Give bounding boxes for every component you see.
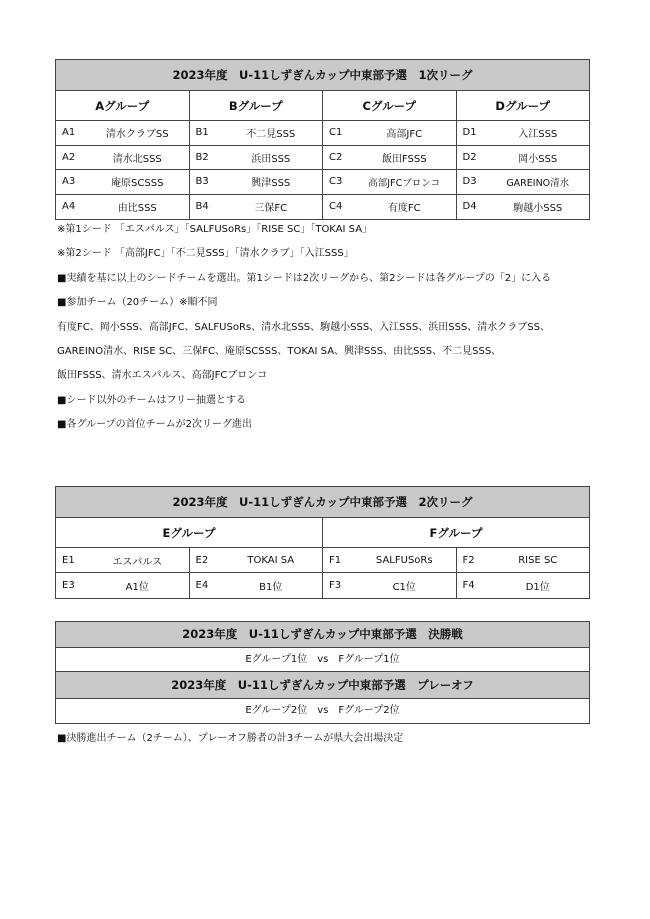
team-name: 由比SSS bbox=[117, 203, 157, 215]
team-code: C3 bbox=[329, 176, 343, 188]
team-name: 岡小SSS bbox=[518, 153, 558, 165]
group-e-header: Eグループ bbox=[56, 518, 323, 547]
team-code: E2 bbox=[195, 554, 209, 566]
playoff-match: Eグループ2位 vs Fグループ2位 bbox=[245, 705, 400, 716]
team-code: D4 bbox=[462, 201, 477, 213]
team-code: F1 bbox=[329, 554, 342, 566]
second-league-table bbox=[55, 486, 590, 599]
team-code: D3 bbox=[462, 176, 477, 188]
team-code: A2 bbox=[62, 151, 76, 163]
group-b-header: Bグループ bbox=[190, 91, 324, 120]
team-code: B2 bbox=[195, 151, 209, 163]
team-cell bbox=[56, 170, 190, 194]
team-code: C1 bbox=[329, 127, 343, 139]
team-cell bbox=[323, 195, 457, 220]
team-code: F2 bbox=[462, 554, 475, 566]
team-cell bbox=[190, 573, 324, 598]
final-title: 2023年度 U-11しずぎんカップ中東部予選 決勝戦 bbox=[56, 622, 589, 648]
final-playoff-table bbox=[55, 621, 590, 724]
team-code: B3 bbox=[195, 176, 209, 188]
team-cell bbox=[190, 170, 324, 194]
group-header-row bbox=[56, 518, 589, 548]
group-f-header: Fグループ bbox=[429, 525, 483, 540]
playoff-title: 2023年度 U-11しずぎんカップ中東部予選 プレーオフ bbox=[56, 672, 589, 699]
team-code: B1 bbox=[195, 127, 209, 139]
team-name: 興津SSS bbox=[251, 178, 291, 190]
second-league-title: 2023年度 U-11しずぎんカップ中東部予選 2次リーグ bbox=[56, 487, 589, 518]
group-header-row bbox=[56, 91, 589, 121]
team-code: E1 bbox=[62, 554, 75, 566]
draw-note: ■シード以外のチームはフリー抽選とする bbox=[57, 394, 247, 406]
team-cell bbox=[457, 573, 590, 598]
team-cell bbox=[323, 146, 457, 170]
team-name: SALFUSoRs bbox=[375, 554, 433, 566]
team-cell bbox=[190, 195, 324, 220]
team-cell bbox=[323, 573, 457, 598]
team-cell bbox=[457, 170, 590, 194]
team-name: 高部JFCブロンコ bbox=[368, 177, 441, 189]
team-cell bbox=[190, 121, 324, 145]
team-cell bbox=[56, 121, 190, 145]
table-row bbox=[56, 195, 589, 220]
table-row bbox=[56, 121, 589, 146]
team-cell bbox=[56, 146, 190, 170]
team-name: 不二見SSS bbox=[246, 129, 296, 141]
group-c-header: Cグループ bbox=[323, 91, 457, 120]
team-cell bbox=[457, 121, 590, 145]
group-a-header: Aグループ bbox=[56, 91, 190, 120]
team-name: 有度FC bbox=[387, 203, 421, 215]
team-code: A1 bbox=[62, 127, 76, 139]
advance-note: ■各グループの首位チームが2次リーグ進出 bbox=[57, 419, 253, 431]
team-name: 清水クラブSS bbox=[105, 129, 169, 141]
team-cell bbox=[457, 195, 590, 220]
team-name: D1位 bbox=[525, 582, 550, 593]
first-league-title: 2023年度 U-11しずぎんカップ中東部予選 1次リーグ bbox=[56, 60, 589, 91]
participants-line: 有度FC、岡小SSS、高部JFC、SALFUSoRs、清水北SSS、駒越小SSS、入江SSS、浜田SSS、清水クラブSS、 bbox=[57, 321, 550, 333]
team-code: E3 bbox=[62, 580, 75, 591]
qualification-note: ■決勝進出チーム（2チーム）、プレーオフ勝者の計3チームが県大会出場決定 bbox=[57, 733, 404, 744]
team-code: C2 bbox=[329, 151, 343, 163]
team-cell bbox=[190, 548, 324, 572]
team-cell bbox=[323, 121, 457, 145]
team-cell bbox=[56, 195, 190, 220]
team-name: 浜田SSS bbox=[251, 153, 291, 165]
table-row bbox=[56, 573, 589, 598]
team-cell bbox=[56, 548, 190, 572]
team-name: A1位 bbox=[125, 582, 149, 593]
first-seed-note: ※第1シード 「エスパルス」「SALFUSoRs」「RISE SC」「TOKAI SA」 bbox=[57, 224, 373, 235]
participants-line: 飯田FSSS、清水エスパルス、高部JFCブロンコ bbox=[57, 370, 268, 382]
team-cell bbox=[457, 548, 590, 572]
team-name: C1位 bbox=[392, 582, 416, 593]
team-name: RISE SC bbox=[518, 554, 558, 566]
team-cell bbox=[190, 146, 324, 170]
team-name: 高部JFC bbox=[386, 129, 423, 141]
table-row bbox=[56, 170, 589, 195]
team-name: TOKAI SA bbox=[247, 554, 295, 566]
team-code: B4 bbox=[195, 201, 209, 213]
team-name: B1位 bbox=[259, 582, 283, 593]
team-code: D1 bbox=[462, 127, 477, 139]
team-code: F4 bbox=[462, 580, 475, 591]
first-league-table bbox=[55, 59, 590, 220]
team-code: A3 bbox=[62, 176, 76, 188]
team-name: 清水北SSS bbox=[112, 153, 162, 165]
team-cell bbox=[56, 573, 190, 598]
participants-line: GAREINO清水、RISE SC、三保FC、庵原SCSSS、TOKAI SA、興津SSS、由比SSS、不二見SSS、 bbox=[57, 345, 502, 357]
notes-section bbox=[57, 218, 597, 438]
team-code: F3 bbox=[329, 580, 342, 591]
table-row bbox=[56, 146, 589, 171]
team-name: 入江SSS bbox=[518, 129, 558, 141]
participants-heading: ■参加チーム（20チーム）※順不同 bbox=[57, 297, 218, 309]
team-name: GAREINO清水 bbox=[506, 177, 570, 189]
team-name: 飯田FSSS bbox=[381, 153, 427, 165]
team-name: エスパルス bbox=[112, 556, 163, 568]
team-cell bbox=[457, 146, 590, 170]
table-row bbox=[56, 548, 589, 573]
team-code: C4 bbox=[329, 201, 343, 213]
team-name: 駒越小SSS bbox=[513, 203, 563, 215]
team-code: D2 bbox=[462, 151, 477, 163]
team-cell bbox=[323, 170, 457, 194]
team-name: 三保FC bbox=[254, 203, 288, 215]
seed-selection-note: ■実績を基に以上のシードチームを選出。第1シードは2次リーグから、第2シードは各グループの「2」に入る bbox=[57, 272, 552, 284]
group-d-header: Dグループ bbox=[495, 98, 551, 113]
team-code: E4 bbox=[195, 580, 209, 591]
team-code: A4 bbox=[62, 201, 76, 213]
second-seed-note: ※第2シード 「高部JFC」「不二見SSS」「清水クラブ」「入江SSS」 bbox=[57, 248, 354, 260]
team-cell bbox=[323, 548, 457, 572]
final-match: Eグループ1位 vs Fグループ1位 bbox=[56, 648, 589, 672]
team-name: 庵原SCSSS bbox=[111, 178, 164, 190]
